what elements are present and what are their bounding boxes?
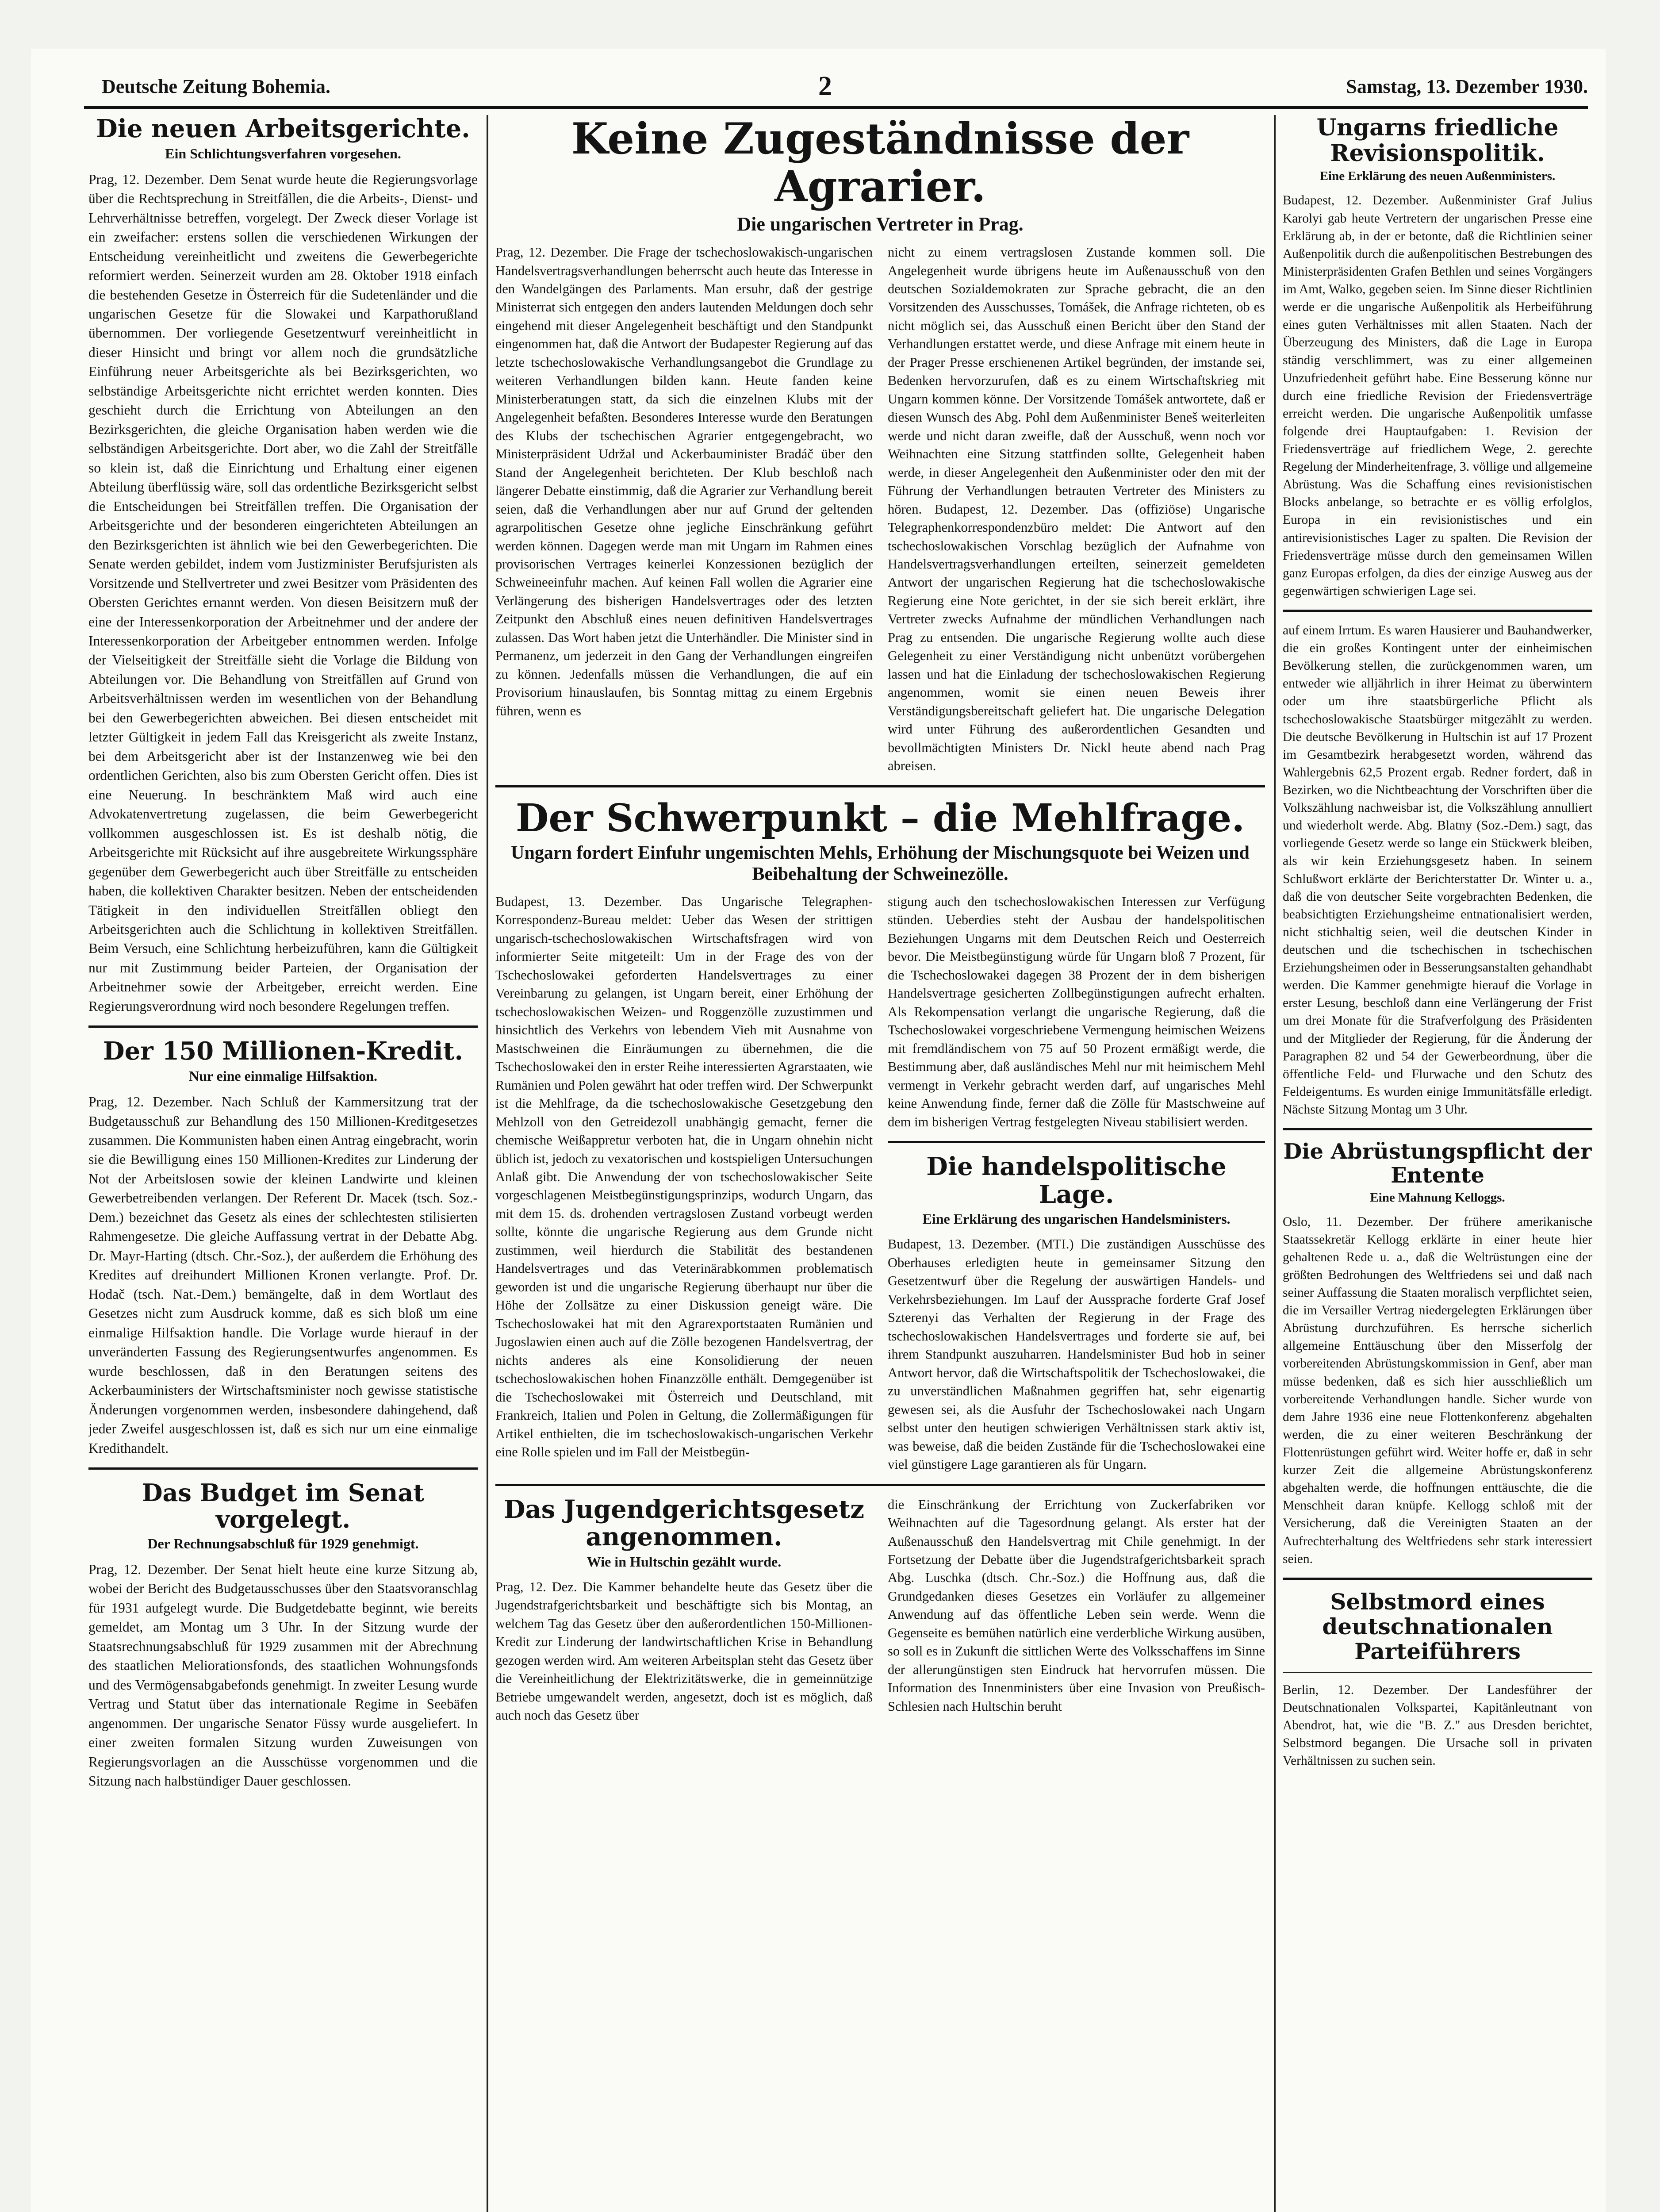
article-body: Prag, 12. Dezember. Nach Schluß der Kammersitzung trat der Budgetausschuß zur Behandlung des 150 Millionen-Kreditgesetzes zusammen. Die Kommunisten haben einen Antrag eingebracht, worin sie die Bewilligung eines 150 Millionen-Kredites zur Linderung der Not der Arbeitslosen sowie der kleinen Landwirte und kleinen Gewerbetreibenden verlangen. Der Referent Dr. Macek (tsch. Soz.-Dem.) bezeichnet das Gesetz als eines der schlechtesten stilisierten Rahmengesetze. Die gleiche Auffassung vertrat in der Debatte Abg. Dr. Mayr-Harting (dtsch. Chr.-Soz.), der außerdem die Erhöhung des Kredites auf dreihundert Millionen Kronen verlangte. Prof. Dr. Hodač (tsch. Nat.-Dem.) bemängelte, daß in dem Wortlaut des Gesetzes nicht zum Ausdruck komme, daß es sich bloß um eine einmalige Hilfsaktion handle. Die Vorlage wurde hierauf in der unveränderten Fassung des Regierungsentwurfes angenommen. Es wurde beschlossen, daß in den Beratungen seitens des Ackerbauministers der Wirtschaftsminister noch gewisse statistische Änderungen vorgenommen werden, insbesondere dahingehend, daß jeder Zweifel ausgeschlossen ist, daß es sich nur um eine einmalige Kredithandelt. — [88, 1094, 478, 1456]
page-number: 2 — [818, 71, 832, 101]
column-center — [495, 115, 1265, 2212]
issue-date: Samstag, 13. Dezember 1930. — [1346, 76, 1588, 97]
article-divider — [495, 785, 1265, 787]
headline-subtitle: Ungarn fordert Einfuhr ungemischten Mehls, Erhöhung der Mischungsquote bei Weizen und Beibehaltung der Schweinezölle. — [511, 842, 1250, 884]
article-body: Prag, 12. Dezember. Der Senat hielt heute eine kurze Sitzung ab, wobei der Bericht des Budgetausschusses über den Staatsvoranschlag für 1931 aufgelegt wurde. Die Budgetdebatte beginnt, wie bereits gemeldet, am Montag um 3 Uhr. In der Sitzung wurde der Staatsrechnungsabschluß für 1929 zusammen mit der Abrechnung des staatlichen Meliorationsfonds, des staatlichen Wohnungsfonds und des Vermögensabgabefonds genehmigt. In zweiter Lesung wurde Vertrag und Statut über das internationale Regime in Seebäfen angenommen. Der ungarische Senator Füssy wurde ausgeliefert. In einer zweiten formalen Sitzung wurden Zuweisungen von Regierungsvorlagen an die Ausschüsse vorgenommen und die Sitzung nach halbstündiger Dauer geschlossen. — [88, 1561, 478, 1789]
paper-name: Deutsche Zeitung Bohemia. — [102, 76, 330, 97]
article-subtitle: Wie in Hultschin gezählt wurde. — [587, 1554, 782, 1570]
article-divider — [88, 1467, 478, 1470]
column-rule — [487, 115, 488, 2212]
article-title: Die neuen Arbeitsgerichte. — [96, 115, 470, 143]
article-body: nicht zu einem vertragslosen Zustande kommen soll. Die Angelegenheit wurde übrigens heute im Außenausschuß von den deutschen Sozialdemokraten zur Sprache gebracht, die an den Vorsitzenden des Ausschusses, Tomášek, die Anfrage richteten, ob es nicht möglich sei, das Ausschuß einen Bericht über den Stand der Verhandlungen erstattet werde, und diese Anfrage mit einem heute in der Prager Presse erschienenen Artikel begründen, der imstande sei, Bedenken hervorzurufen, daß es zu einem Wirtschaftskrieg mit Ungarn kommen könne. Der Vorsitzende Tomášek antwortete, daß er diesen Wunsch des Abg. Pohl dem Außenminister Beneš weiterleiten werde und nicht daran zweifle, daß der Ausschuß, wenn noch vor Weihnachten eine Sitzung stattfinden sollte, Gelegenheit haben werde, in dieser Angelegenheit den Außenminister oder den mit der Führung der Verhandlungen betrauten Vertreter des Ministers zu hören. Budapest, 12. Dezember. Das (offiziöse) Ungarische Telegraphenkorrespondenzbüro meldet: Die Antwort auf den tschechoslowakischen Vorschlag bezüglich der Aufnahme von Handelsvertragsverhandlungen erteilten, seinerzeit gemeldeten Antwort der ungarischen Regierung hat die tschechoslowakische Regierung eine Note gerichtet, in der sie sich bereit erklärt, ihre Vertreter zwecks Aufnahme der mündlichen Verhandlungen nach Prag zu entsenden. Die ungarische Regierung wollte auch diese Gelegenheit zu einer Verständigung nicht unbenützt vorübergehen lassen und hat die Einladung der tschechoslowakischen Regierung angenommen, womit sie einen neuen Beweis ihrer Verständigungsbereitschaft geliefert hat. Die ungarische Delegation wird unter Führung des außerordentlichen Gesandten und bevollmächtigten Ministers Dr. Nickl heute abend nach Prag abreisen. — [888, 245, 1265, 774]
article-divider — [1283, 1578, 1592, 1580]
article-title: Das Budget im Senat vorgelegt. — [142, 1478, 425, 1534]
article-subtitle: Nur eine einmalige Hilfsaktion. — [188, 1068, 378, 1084]
article-body: Oslo, 11. Dezember. Der frühere amerikanische Staatssekretär Kellogg erklärte in einer heute hier gehaltenen Rede u. a., daß die Weltrüstungen eine der größten Bedrohungen des Weltfriedens sei und daß nach seiner Auffassung die Staaten moralisch verpflichtet seien, die im Versailler Vertrag niedergelegten Erklärungen über Abrüstung durchzuführen. Es herrsche sicherlich allgemeine Enttäuschung über den Misserfolg der vorbereitenden Abrüstungskommission in Genf, aber man müsse bedenken, daß es sich hier ausschließlich um vorbereitende Verhandlungen handle. Sicher wurde von dem Jahre 1936 eine neue Flottenkonferenz abgehalten werden, die zu einer weiteren Beschränkung der Flottenrüstungen geführt wird. Weiter hoffe er, daß in sehr kurzer Zeit die allgemeine Abrüstungskonferenz abgehalten werde, die hoffnungen enttäuschte, die die Menschheit daran knüpfe. Kellogg schloß mit der Versicherung, daß die Vereinigten Staaten an der Aufrechterhaltung des Weltfriedens sehr stark interessiert seien. — [1283, 1214, 1592, 1566]
main-subtitle: Die ungarischen Vertreter in Prag. — [737, 213, 1024, 235]
article-body: die Einschränkung der Errichtung von Zuckerfabriken vor Weihnachten auf die Tagesordnung gelangt. Als erster hat der Außenausschuß den Handelsvertrag mit Chile genehmigt. In der Fortsetzung der Debatte über die Jugendstrafgerichtsbarkeit sprach Abg. Luschka (dtsch. Chr.-Soz.) die Hoffnung aus, daß die Grundgedanken dieses Gesetzes ein Vorläufer zu allgemeiner Anwendung auf das öffentliche Leben sein werde. Wenn die Gegenseite es bemühen natürlich eine verderbliche Wirkung ausüben, so soll es in Zukunft die sittlichen Werte des Volksschaffens im Sinne der allerungünstigen sten Eindruck hat hervorrufen müssen. Die Information des Innenministers über eine Invasion von Preußisch-Schlesien nach Hultschin beruht — [888, 1497, 1265, 1714]
column-rule — [1274, 115, 1276, 2212]
newspaper-page — [31, 49, 1606, 2212]
article-body: Berlin, 12. Dezember. Der Landesführer der Deutschnationalen Volkspartei, Kapitänleutnant von Abendrot, hat, wie die "B. Z." aus Dresden berichtet, Selbstmord begangen. Die Ursache soll in privaten Verhältnissen zu suchen sein. — [1283, 1682, 1592, 1768]
article-title: Die Abrüstungspflicht der Entente — [1283, 1139, 1592, 1188]
article-body: Budapest, 13. Dezember. Das Ungarische Telegraphen-Korrespondenz-Bureau meldet: Ueber das Wesen der strittigen ungarisch-tschechoslowakischen Wirtschaftsfragen wird von informierter Seite mitgeteilt: Um in der Frage des von der Tschechoslowakei geforderten Handelsvertrages zu einer Vereinbarung zu gelangen, ist Ungarn bereit, einer Erhöhung der tschechoslowakischen Weizen- und Roggenzölle zuzustimmen und hinsichtlich des Verkehrs von lebendem Vieh mit Ausnahme von Mastschweinen die Einräumungen zu übernehmen, die die Tschechoslowakei den in erster Reihe interessierten Agrarstaaten, wie Rumänien und Polen gewährt hat oder treffen wird. Der Schwerpunkt ist die Mehlfrage, da die tschechoslowakische Gesetzgebung den Mehlzoll von den Getreidezoll unabhängig gemacht, ferner die chemische Weißappretur verboten hat, die in Ungarn ohnehin nicht üblich ist, jedoch zu vexatorischen und kostspieligen Untersuchungen Anlaß gibt. Die Anwendung der von tschechoslowakischer Seite vorgeschlagenen Meistbegünstigungsprinzips, wodurch Ungarn, das mit dem 15. ds. drohenden vertragslosen Zustand vorbeugt werden sollte, könnte die ungarische Regierung aus dem Grunde nicht zustimmen, weil hierdurch die Stabilität des bestandenen Handelsvertrages und das Veterinärabkommen problematisch geworden ist und die ungarische Regierung überhaupt nur über die Höhe der Zollsätze zu einer Diskussion geneigt wäre. Die Tschechoslowakei hat mit den Agrarexportstaaten Rumänien und Jugoslawien einen auch auf die Zölle bezogenen Handelsvertrag, der nichts anderes als eine Konsolidierung der neuen tschechoslowakischen hohen Finanzzölle enthält. Demgegenüber ist die Tschechoslowakei mit Österreich und Deutschland, mit Frankreich, Italien und Polen in Geltung, die Zollermäßigungen für Artikel enthielten, die im tschechoslowakisch-ungarischen Verkehr eine Rolle spielen und im Fall der Meistbegün- — [495, 894, 873, 1459]
main-headline: Keine Zugeständnisse der Agrarier. — [571, 115, 1189, 211]
article-subtitle: Ein Schlichtungsverfahren vorgesehen. — [165, 145, 401, 161]
article-divider — [495, 1484, 1265, 1486]
article-continuation: auf einem Irrtum. Es waren Hausierer und Bauhandwerker, die ein großes Kontingent unter der einheimischen Bevölkerung stellen, die zurückgenommen waren, um entweder wie alljährlich in ihrer Heimat zu überwintern oder um ihre staatsbürgerliche Pflicht als tschechoslowakische Staatsbürger mitgezählt zu werden. Die deutsche Bevölkerung in Hultschin ist auf 17 Prozent im Gesamtbezirk herabgesetzt worden, während das Wahlergebnis 62,5 Prozent ergab. Redner fordert, daß in Bezirken, wo die Nichtbeachtung der Vorschriften über die Volkszählung nachweisbar ist, die Volkszählung annulliert und wiederholt werde. Abg. Blatny (Soz.-Dem.) sagt, das vorliegende Gesetz werde so lange ein Stückwerk bleiben, als wir kein Erziehungsgesetz haben. In seinem Schlußwort erklärte der Berichterstatter Dr. Winter u. a., daß die von deutscher Seite vorgebrachten Bedenken, die beabsichtigten Erziehungsheime entnationalisiert werden, nicht stichhaltig seien, weil die deutschen Kinder in deutschen und die tschechischen in tschechischen Erziehungsheimen oder in Besserungsanstalten gehandhabt werden. Die Kammer genehmigte hierauf die Vorlage in erster Lesung, beschloß dann eine Verlängerung der Frist um drei Monate für die Strafverfolgung des Präsidenten und der Mitglieder der Regierung, für die Änderung der Paragraphen 82 und 54 der Gewerbeordnung, über die öffentliche Feld- und Flurwache und den Schutz des Feldeigentums. Es wurden einige Immunitätsfälle erledigt. Nächste Sitzung Montag um 3 Uhr. — [1283, 623, 1592, 1117]
article-body: Prag, 12. Dezember. Dem Senat wurde heute die Regierungsvorlage über die Rechtsprechung in Streitfällen, die die Arbeits-, Dienst- und Lehrverhältnisse betreffen, vorgelegt. Der Zweck dieser Vorlage ist ein zweifacher: erstens sollen die verschiedenen Wirkungen der Entscheidung vereinheitlicht und zweitens die Gewerbegerichte reformiert werden. Seinerzeit wurden am 28. Oktober 1918 einfach die bestehenden Gesetze in Österreich für die Sudetenländer und die ungarischen Gesetze für die Slowakei und Karpathorußland übernommen. Der vorliegende Gesetzentwurf vereinheitlicht in dieser Hinsicht und bringt vor allem noch die grundsätzliche Einführung neuer Arbeitsgerichte als bei Bezirksgerichten, wo selbständige Arbeitsgerichte nicht errichtet werden konnten. Dies geschieht durch die Errichtung von Abteilungen an den Bezirksgerichten, die gleiche Organisation haben werden wie die selbständigen Arbeitsgerichte. Dort aber, wo die Zahl der Streitfälle so klein ist, daß die Einrichtung und Erhaltung einer eigenen Abteilung überflüssig wäre, soll das ordentliche Bezirksgericht selbst die Entscheidungen bei Streitfällen treffen. Die Organisation der Arbeitsgerichte und der besonderen eingerichteten Abteilungen an den Bezirksgerichten ist ähnlich wie bei den Gewerbegerichten. Die Senate werden gebildet, indem vom Justizminister Berufsjuristen als Vorsitzende und Stellvertreter und zwei Besitzer vom Präsidenten des Obersten Gerichtes ernannt werden. Von diesen Beisitzern muß der eine der Interessenkorporation der Arbeitnehmer und der andere der Interessenkorporation der Arbeitgeber entnommen werden. Infolge der Vielseitigkeit der Streitfälle sieht die Vorlage die Bildung von Abteilungen vor. Die Behandlung von Streitfällen auf Grund von Arbeitsverhältnissen werden im wesentlichen von der Behandlung bei den Gewerbegerichten abweichen. Bei diesen entscheidet mit letzter Gültigkeit in jedem Fall das Kreisgericht als zweite Instanz, bei dem Arbeitsgericht aber ist der Instanzenweg wie bei den ordentlichen Gerichten, also bis zum Obersten Gericht offen. Dies ist eine Neuerung. In beschränktem Maß wird auch eine Advokatenvertretung zugelassen, die beim Gewerbegericht vollkommen ausgeschlossen ist. Es ist deshalb nötig, die Arbeitsgerichte mit Rücksicht auf ihre ausgebreitete Wirkungssphäre gegenüber dem Gewerbegericht auch über Streitfälle zu entscheiden haben, die kollektiven Charakter besitzen. Neben der entscheidenden Tätigkeit in den individuellen Streitfällen obliegt den Arbeitsgerichten auch die Schlichtung in kollektiven Streitfällen. Beim Versuch, eine Schlichtung herbeizuführen, kann die Gültigkeit nur mit Zustimmung beider Parteien, der Organisation der Arbeitnehmer sowie der Arbeitgeber, erreicht werden. Eine Regierungsverordnung wird noch besondere Regelungen treffen. — [88, 171, 478, 1014]
header-rule — [84, 106, 1588, 109]
article-subtitle: Eine Erklärung des neuen Außenministers. — [1319, 169, 1556, 184]
article-divider — [1283, 1128, 1592, 1130]
article-body: Budapest, 12. Dezember. Außenminister Graf Julius Karolyi gab heute Vertretern der ungarischen Presse eine Erklärung ab, in der er betonte, daß die Richtlinien seiner Außenpolitik durch die außenpolitischen Bestrebungen des Ministerpräsidenten Grafen Bethlen und seines Vorgängers im Amt, Walko, gegeben seien. Im Sinne dieser Richtlinien werde er die ungarische Außenpolitik als Herbeiführung eines guten Verhältnisses mit allen Staaten. Nach der Überzeugung des Ministers, daß die Lage in Europa ständig verschlimmert, was zu einer allgemeinen Unzufriedenheit geführt habe. Eine Besserung könne nur durch eine friedliche Revision der Friedensverträge erreicht werden. Die ungarische Außenpolitik umfasse folgende drei Hauptaufgaben: 1. Revision der Friedensverträge auf friedlichem Wege, 2. gerechte Regelung der Minderheitenfrage, 3. völlige und allgemeine Abrüstung. Was die Schaffung eines revisionistischen Blocks anbelange, so betrachte er es völlig erfolglos, Europa in ein revisionistisches und ein antirevisionistisches Lager zu spalten. Die Revision der Friedensverträge müsse durch den gemeinsamen Willen ganz Europas erfolgen, da dies der einzige Ausweg aus der gegenwärtigen schwierigen Lage sei. — [1283, 193, 1592, 598]
article-subtitle: Eine Mahnung Kelloggs. — [1370, 1190, 1505, 1205]
article-body: Budapest, 13. Dezember. (MTI.) Die zuständigen Ausschüsse des Oberhauses erledigten heute in gemeinsamer Sitzung den Gesetzentwurf über die Regelung der auswärtigen Handels- und Verkehrsbeziehungen. Im Lauf der Aussprache forderte Graf Josef Szterenyi das Verhalten der Regierung in der Frage des tschechoslowakischen Handelsvertrages und forderte sie auf, bei ihrem Standpunkt auszuharren. Handelsminister Bud hob in seiner Antwort hervor, daß die Wirtschaftspolitik der Tschechoslowakei, die zu unverständlichen Maßnahmen gegriffen hat, sehr eigenartig gewesen sei, als die Ausfuhr der Tschechoslowakei nach Ungarn selbst unter den heutigen schwierigen Verhältnissen stark aktiv ist, was beweise, daß die beiden Zustände für die Tschechoslowakei eine viel günstigere Lage garantieren als für Ungarn. — [888, 1237, 1265, 1472]
article-columns — [495, 893, 1265, 1474]
article-divider — [888, 1141, 1265, 1143]
article-title: Der 150 Millionen-Kredit. — [103, 1037, 463, 1066]
article-subtitle: Der Rechnungsabschluß für 1929 genehmigt. — [147, 1535, 419, 1551]
article-columns — [495, 243, 1265, 776]
article-subtitle: Eine Erklärung des ungarischen Handelsministers. — [922, 1211, 1231, 1227]
article-body: Prag, 12. Dez. Die Kammer behandelte heute das Gesetz über die Jugendstrafgerichtsbarkeit und beschäftigte sich bis Montag, an welchem Tag das Gesetz über den außerordentlichen 150-Millionen-Kredit zur Linderung der landwirtschaftlichen Krise in Behandlung gezogen werden wird. Am weiteren Arbeitsplan steht das Gesetz über die Vereinheitlichung der Elektrizitätswerke, die in gemeinnützige Betriebe umgewandelt werden, angesetzt, doch ist es möglich, daß auch noch das Gesetz über — [495, 1579, 873, 1723]
article-title: Selbstmord eines deutschnationalen Parteiführers — [1322, 1588, 1553, 1664]
left-subcolumn — [495, 1496, 873, 1725]
article-title: Ungarns friedliche Revisionspolitik. — [1316, 115, 1559, 167]
article-columns — [495, 1496, 1265, 1725]
article-title: Das Jugendgerichtsgesetz angenommen. — [503, 1494, 865, 1552]
article-divider — [1283, 610, 1592, 612]
article-body: Prag, 12. Dezember. Die Frage der tschechoslowakisch-ungarischen Handelsvertragsverhandlungen beherrscht auch heute das Interesse in den Wandelgängen des Parlaments. Man ersuhr, daß der gestrige Ministerrat sich entgegen den anders lautenden Meldungen doch sehr eingehend mit dieser Angelegenheit beschäftigt und den Standpunkt eingenommen hat, daß die Antwort der Budapester Regierung auf das letzte tschechoslowakische Verhandlungsangebot die Grundlage zu weiteren Verhandlungen bilden kann. Heute fanden keine Ministerberatungen statt, da sich die einzelnen Klubs mit der Angelegenheit befaßten. Besonderes Interesse wurde den Beratungen des Klubs der tschechischen Agrarier entgegengebracht, wo Ministerpräsident Udržal und Ackerbauminister Bradáč über den Stand der Angelegenheit berichteten. Der Klub beschloß nach längerer Debatte einstimmig, daß die Agrarier zur Verhandlung bereit seien, daß die Verhandlungen aber nur auf Grund der geltenden agrarpolitischen Gesetze ohne jegliche Einschränkung geführt werden können. Dagegen werde man mit Ungarn im Rahmen eines provisorischen Vertrages keinerlei Konzessionen bezüglich der Schweineeinfuhr machen. Auf keinen Fall wollen die Agrarier eine Verlängerung des bisherigen Handelsvertrages oder des letzten Zeitpunkt den Abschluß eines neuen definitiven Handelsvertrages zulassen. Das Wort haben jetzt die Unterhändler. Die Minister sind in Permanenz, um jederzeit in den Gang der Verhandlungen eingreifen zu können. Jedenfalls müssen die Verhandlungen, die auf ein Provisorium hinauslaufen, bis Sonntag mittag zu einem Ergebnis führen, wenn es — [495, 245, 873, 718]
article-divider — [88, 1025, 478, 1028]
column-left — [88, 115, 478, 2212]
page-header — [31, 66, 1606, 106]
column-right — [1283, 115, 1592, 2212]
title-underline — [1283, 1672, 1592, 1673]
headline: Der Schwerpunkt – die Mehlfrage. — [515, 795, 1245, 841]
right-subcolumn — [888, 893, 1265, 1474]
article-body: stigung auch den tschechoslowakischen Interessen zur Verfügung stünden. Ueberdies steht der Ausbau der handelspolitischen Beziehungen Ungarns mit dem Deutschen Reich und Oesterreich bevor. Die Meistbegünstigung würde für Ungarn bloß 7 Prozent, für die Tschechoslowakei dagegen 38 Prozent der in dem bisherigen Handelsvertrage gesicherten Zollbegünstigungen aufrecht erhalten. Als Rekompensation verlangt die ungarische Regierung, daß die Tschechoslowakei vorgeschriebene Vermengung heimischen Weizens mit fremdländischem von 75 auf 50 Prozent ermäßigt werde, die Bestimmung aber, daß ausländisches Mehl nur mit heimischem Mehl vermengt in Verkehr gebracht werden darf, auf ungarisches Mehl keine Anwendung finde, ferner daß die Zölle für Mastschweine auf dem im bisherigen Vertrag festgelegten Niveau stabilisiert werden. — [888, 894, 1265, 1129]
article-title: Die handelspolitische Lage. — [926, 1152, 1227, 1209]
